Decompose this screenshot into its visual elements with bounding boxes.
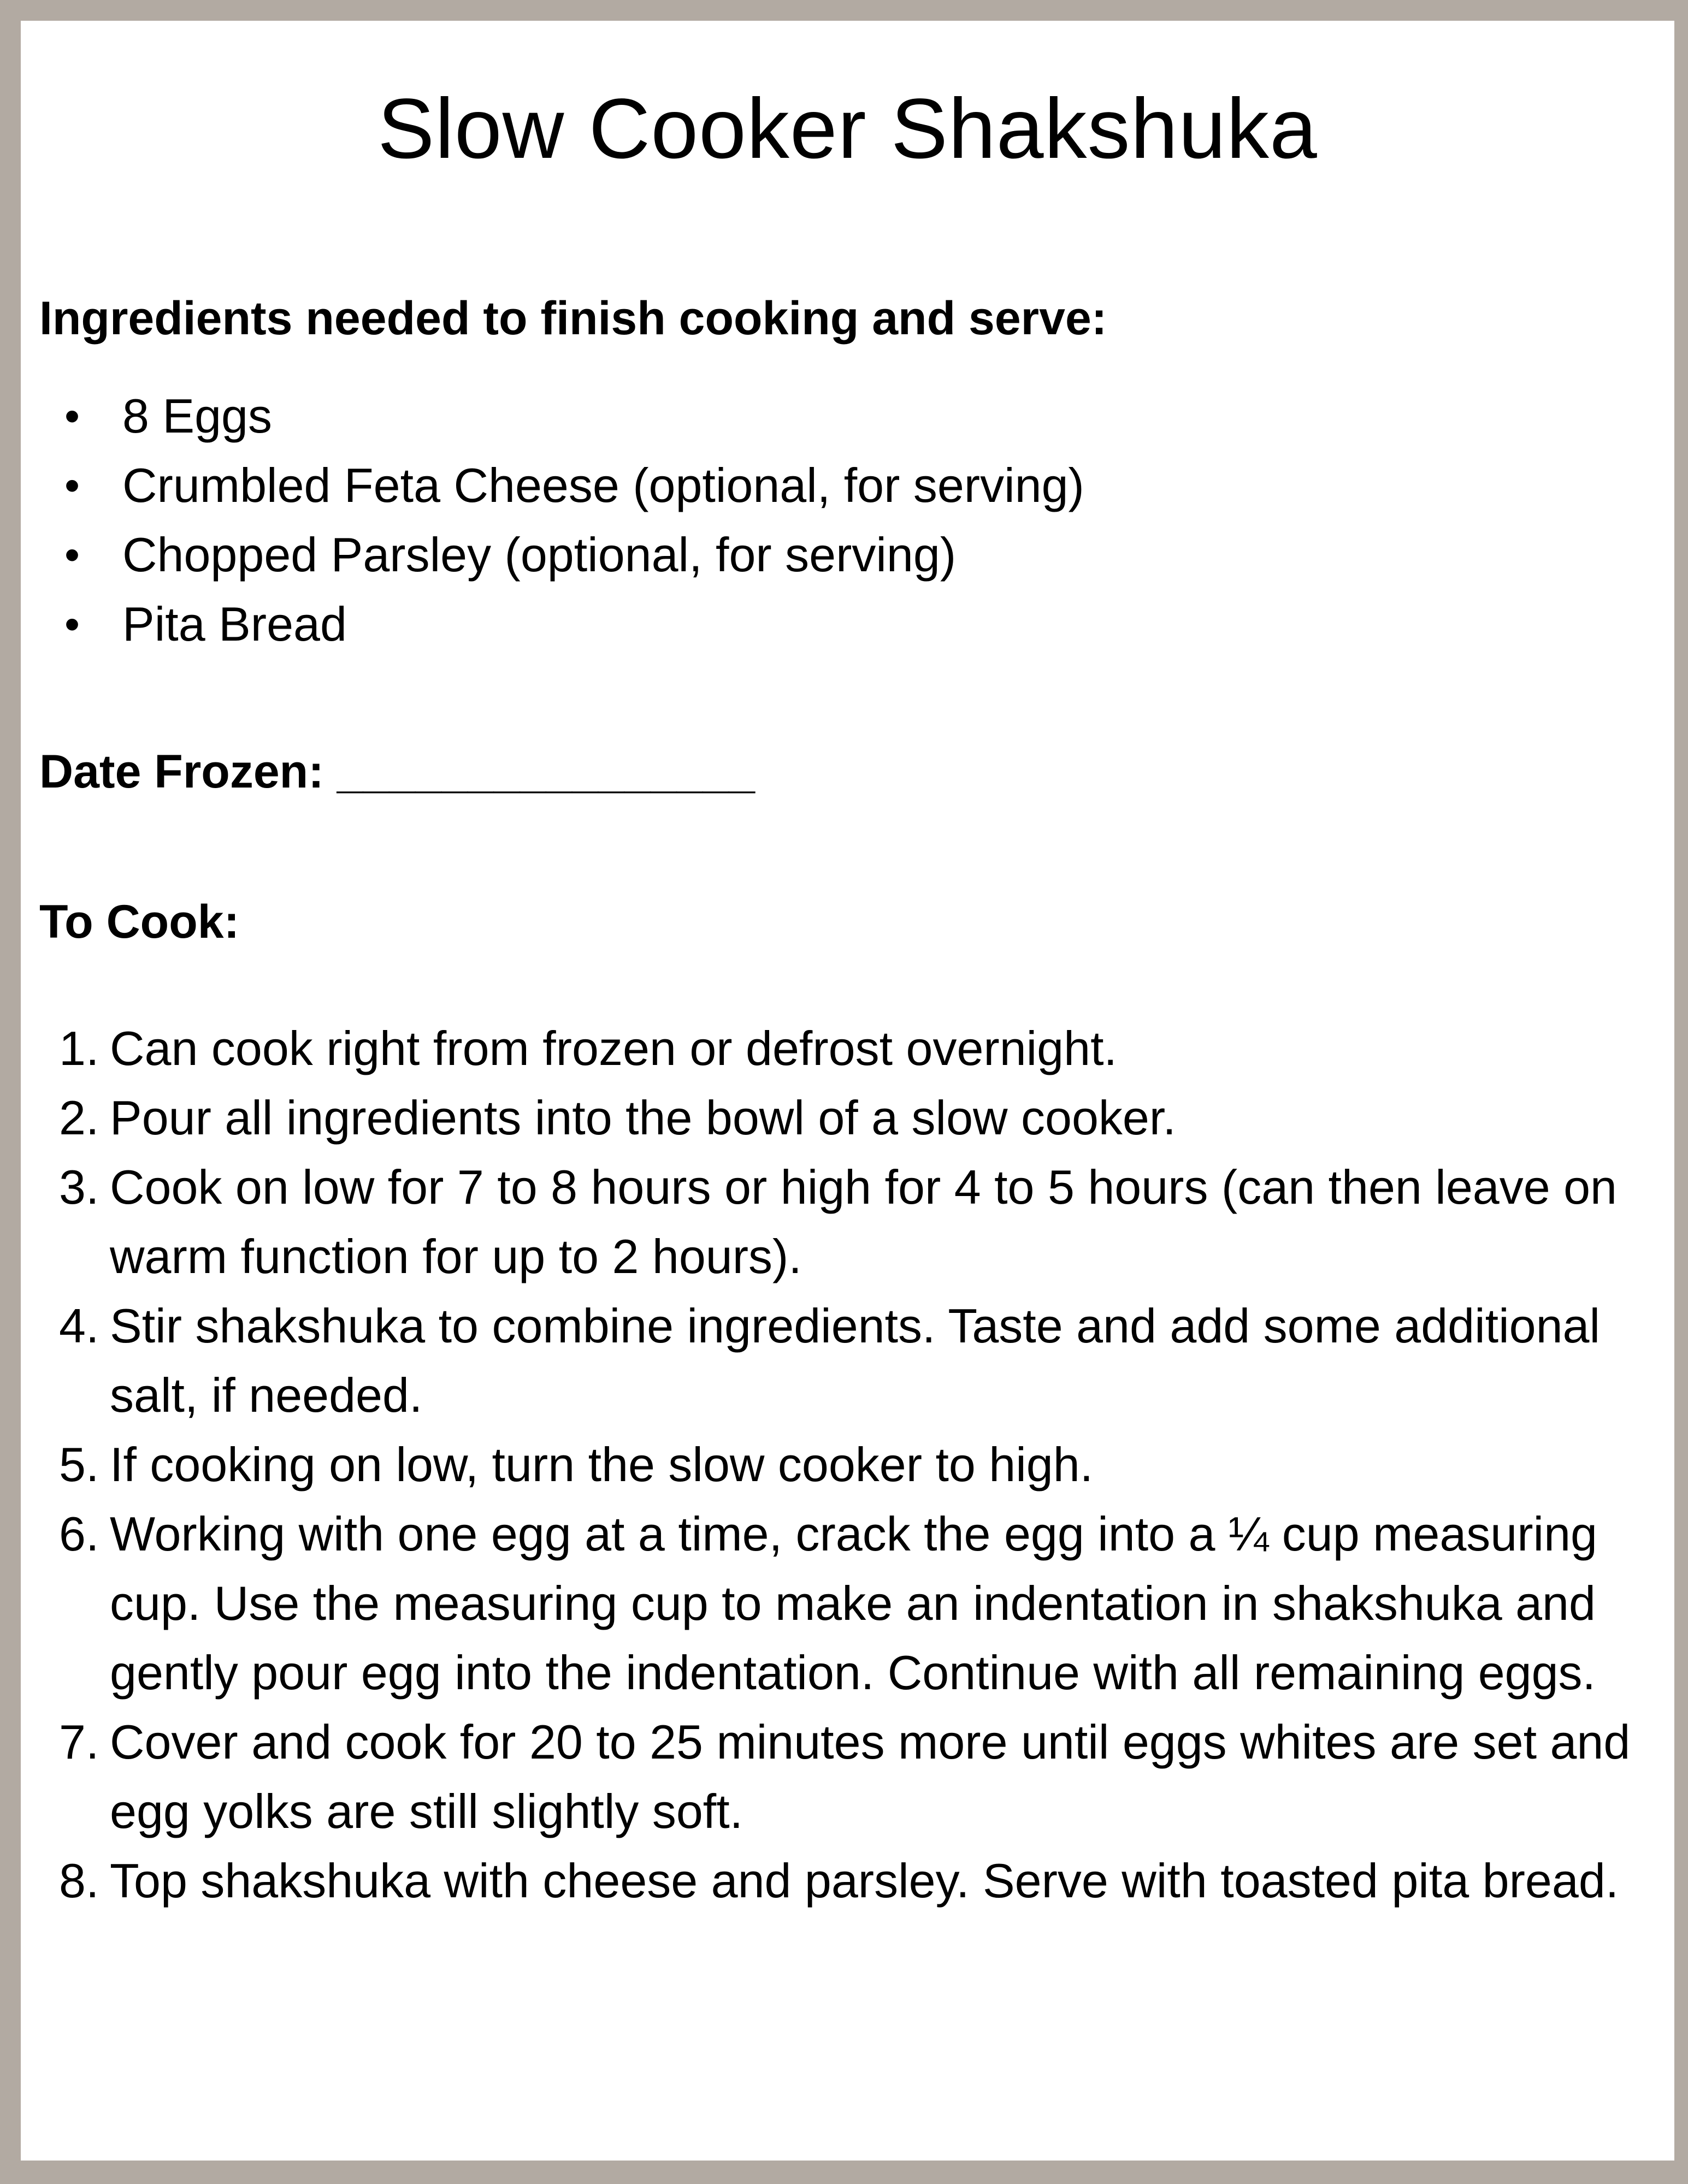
list-item bbox=[21, 1430, 1674, 1499]
ingredients-heading: Ingredients needed to finish cooking and serve: bbox=[39, 292, 1107, 345]
to-cook-heading: To Cook: bbox=[39, 896, 240, 948]
list-item bbox=[21, 1499, 1674, 1707]
step-number: 4. bbox=[59, 1299, 99, 1353]
step-text: Pour all ingredients into the bowl of a slow cooker. bbox=[110, 1091, 1176, 1145]
step-list bbox=[21, 1014, 1674, 1915]
step-number: 5. bbox=[59, 1437, 99, 1491]
step-text: Stir shakshuka to combine ingredients. Taste and add some additional salt, if needed. bbox=[110, 1299, 1601, 1422]
step-number: 2. bbox=[59, 1091, 99, 1145]
step-number: 1. bbox=[59, 1021, 99, 1075]
list-item bbox=[21, 1152, 1674, 1291]
bullet-icon: • bbox=[64, 392, 80, 440]
page-title: Slow Cooker Shakshuka bbox=[377, 81, 1318, 176]
step-text: Cover and cook for 20 to 25 minutes more until eggs whites are set and egg yolks are still slightly soft. bbox=[110, 1715, 1631, 1838]
list-item bbox=[21, 1707, 1674, 1846]
date-frozen-label: Date Frozen: ________________ bbox=[39, 745, 755, 798]
ingredient-text: Pita Bread bbox=[122, 597, 347, 651]
list-item bbox=[21, 1291, 1674, 1430]
step-number: 8. bbox=[59, 1854, 99, 1908]
list-item bbox=[21, 1846, 1674, 1915]
step-text: Working with one egg at a time, crack the egg into a ¼ cup measuring cup. Use the measuring cup to make an indentation in shakshuka and gently pour egg into the indentation. Continue with all remaining eggs. bbox=[110, 1507, 1597, 1700]
step-number: 3. bbox=[59, 1160, 99, 1214]
step-text: Cook on low for 7 to 8 hours or high for 4 to 5 hours (can then leave on warm function for up to 2 hours). bbox=[110, 1160, 1617, 1283]
step-text: Top shakshuka with cheese and parsley. Serve with toasted pita bread. bbox=[110, 1854, 1619, 1908]
step-number: 6. bbox=[59, 1507, 99, 1561]
recipe-card bbox=[21, 21, 1674, 2161]
list-item bbox=[21, 1083, 1674, 1152]
step-text: Can cook right from frozen or defrost overnight. bbox=[110, 1021, 1117, 1075]
step-number: 7. bbox=[59, 1715, 99, 1769]
list-item bbox=[21, 1014, 1674, 1083]
step-text: If cooking on low, turn the slow cooker to high. bbox=[110, 1437, 1094, 1491]
ingredient-text: 8 Eggs bbox=[122, 389, 272, 443]
ingredient-text: Chopped Parsley (optional, for serving) bbox=[122, 528, 957, 582]
bullet-icon: • bbox=[64, 600, 80, 648]
bullet-icon: • bbox=[64, 530, 80, 579]
ingredient-text: Crumbled Feta Cheese (optional, for serving) bbox=[122, 458, 1084, 512]
bullet-icon: • bbox=[64, 461, 80, 510]
